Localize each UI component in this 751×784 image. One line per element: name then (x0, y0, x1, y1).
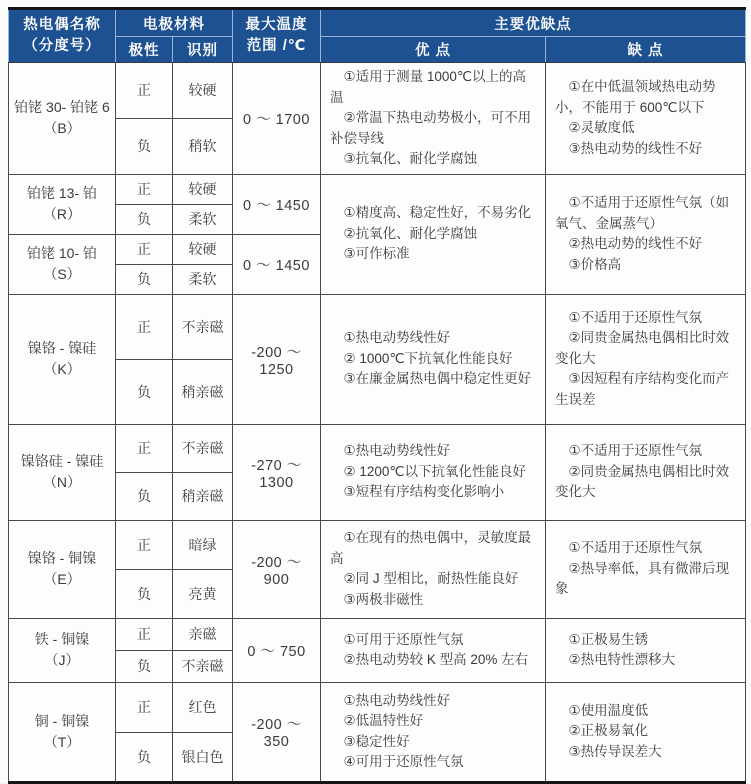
identify-positive-cell: 较硬 (173, 234, 233, 264)
thermocouple-code: （B） (43, 120, 81, 137)
pros-cell (321, 174, 546, 294)
pros-cell (321, 520, 546, 618)
pros-cell (321, 618, 546, 682)
cons-item: ①正极易生锈 (568, 631, 649, 647)
identify-negative-cell: 柔软 (173, 264, 233, 294)
temp-range-cell: -200 ～ 350 (233, 682, 321, 782)
pros-item: ②低温特性好 (343, 713, 424, 729)
pros-item: ①在现有的热电偶中，灵敏度最高 (330, 530, 532, 566)
pros-cell (321, 682, 546, 782)
polarity-negative-cell: 负 (116, 569, 173, 618)
polarity-positive-cell: 正 (116, 234, 173, 264)
polarity-negative-cell: 负 (116, 359, 173, 424)
temp-range-cell: 0 ～ 1450 (233, 234, 321, 294)
header-max-temp-line2: 范围 /℃ (246, 38, 307, 54)
identify-negative-cell: 稍亲磁 (173, 472, 233, 520)
thermocouple-name: 铁 - 铜镍 (34, 631, 90, 648)
identify-positive-cell: 较硬 (173, 63, 233, 119)
polarity-negative-cell: 负 (116, 732, 173, 782)
cons-item: ③热电动势的线性不好 (568, 140, 703, 156)
header-max-temp-range (233, 9, 321, 63)
thermocouple-code: （N） (42, 474, 82, 491)
polarity-negative-cell: 负 (116, 118, 173, 174)
cons-item: ①使用温度低 (568, 702, 649, 718)
thermocouple-name-cell (9, 682, 116, 782)
temp-range-cell: 0 ～ 750 (233, 618, 321, 682)
cons-item: ①在中低温领域热电动势小，不能用于 600℃以下 (555, 79, 716, 115)
pros-item: ①热电动势线性好 (343, 330, 451, 346)
header-thermocouple-name-line2: （分度号） (23, 38, 101, 54)
cons-cell (546, 618, 746, 682)
identify-negative-cell: 不亲磁 (173, 650, 233, 682)
polarity-positive-cell: 正 (116, 682, 173, 732)
pros-item: ② 1200℃以下抗氧化性能良好 (343, 463, 527, 479)
polarity-negative-cell: 负 (116, 204, 173, 234)
thermocouple-table (8, 7, 746, 784)
polarity-negative-cell: 负 (116, 650, 173, 682)
polarity-negative-cell: 负 (116, 264, 173, 294)
thermocouple-name: 铂铑 10- 铂 (26, 245, 97, 262)
header-electrode-material: 电极材料 (116, 9, 233, 37)
header-identify: 识别 (173, 37, 233, 63)
pros-item: ③短程有序结构变化影响小 (343, 484, 505, 500)
thermocouple-name: 镍铬 - 铜镍 (27, 550, 97, 567)
table-body (9, 63, 746, 783)
cons-cell (546, 424, 746, 520)
identify-positive-cell: 不亲磁 (173, 294, 233, 359)
cons-item: ①不适用于还原性气氛 (568, 443, 703, 459)
thermocouple-code: （S） (43, 266, 81, 283)
pros-item: ②同 J 型相比，耐热性能良好 (343, 571, 519, 587)
cons-item: ③因短程有序结构变化而产生误差 (555, 371, 730, 407)
thermocouple-name-cell (9, 63, 116, 175)
polarity-positive-cell: 正 (116, 424, 173, 472)
temp-range-cell: 0 ～ 1700 (233, 63, 321, 175)
pros-cell (321, 63, 546, 175)
pros-item: ③抗氧化、耐化学腐蚀 (343, 151, 478, 167)
thermocouple-name: 镍铬硅 - 镍硅 (20, 453, 104, 470)
polarity-positive-cell: 正 (116, 174, 173, 204)
thermocouple-code: （J） (44, 652, 80, 669)
pros-item: ①热电动势线性好 (343, 692, 451, 708)
pros-item: ② 1000℃下抗氧化性能良好 (343, 350, 513, 366)
temp-range-cell: -200 ～ 900 (233, 520, 321, 618)
pros-item: ③两极非磁性 (343, 591, 424, 607)
cons-cell (546, 682, 746, 782)
table-row (9, 174, 746, 204)
cons-item: ②同贵金属热电偶相比时效变化大 (555, 330, 730, 366)
cons-item: ②热电动势的线性不好 (568, 236, 703, 252)
identify-positive-cell: 较硬 (173, 174, 233, 204)
thermocouple-code: （E） (43, 571, 81, 588)
pros-item: ②常温下热电动势极小，可不用补偿导线 (330, 110, 532, 146)
identify-positive-cell: 亲磁 (173, 618, 233, 650)
header-main-pros-cons: 主要优缺点 (321, 9, 746, 37)
cons-item: ①不适用于还原性气氛 (568, 309, 703, 325)
thermocouple-name-cell (9, 520, 116, 618)
identify-positive-cell: 红色 (173, 682, 233, 732)
cons-item: ②灵敏度低 (568, 120, 635, 136)
thermocouple-name: 铜 - 铜镍 (34, 712, 90, 729)
thermocouple-name-cell (9, 234, 116, 294)
polarity-positive-cell: 正 (116, 63, 173, 119)
identify-negative-cell: 柔软 (173, 204, 233, 234)
pros-item: ④可用于还原性气氛 (343, 754, 464, 770)
cons-cell (546, 63, 746, 175)
thermocouple-name: 铂铑 30- 铂铑 6 (14, 99, 110, 116)
pros-item: ①适用于测量 1000℃以上的高温 (330, 69, 527, 105)
header-polarity: 极性 (116, 37, 173, 63)
pros-item: ①可用于还原性气氛 (343, 631, 464, 647)
table-row (9, 682, 746, 732)
temp-range-cell: 0 ～ 1450 (233, 174, 321, 234)
header-pros: 优 点 (321, 37, 546, 63)
identify-negative-cell: 银白色 (173, 732, 233, 782)
identify-negative-cell: 稍软 (173, 118, 233, 174)
header-thermocouple-name (9, 9, 116, 63)
temp-range-cell: -200 ～ 1250 (233, 294, 321, 424)
header-max-temp-line1: 最大温度 (245, 16, 308, 33)
thermocouple-name-cell (9, 174, 116, 234)
cons-item: ②同贵金属热电偶相比时效变化大 (555, 463, 730, 500)
table-row (9, 424, 746, 472)
pros-item: ③在廉金属热电偶中稳定性更好 (343, 371, 532, 387)
table-header (9, 9, 746, 63)
polarity-negative-cell: 负 (116, 472, 173, 520)
pros-item: ①热电动势线性好 (343, 443, 451, 459)
cons-cell (546, 294, 746, 424)
table-row (9, 618, 746, 650)
identify-negative-cell: 稍亲磁 (173, 359, 233, 424)
pros-item: ③可作标准 (343, 246, 410, 262)
thermocouple-name-cell (9, 294, 116, 424)
table-row (9, 63, 746, 119)
cons-cell (546, 174, 746, 294)
header-thermocouple-name-line1: 热电偶名称 (23, 16, 101, 33)
cons-item: ①不适用于还原性气氛（如氧气、金属蒸气） (555, 195, 730, 231)
pros-item: ②抗氧化、耐化学腐蚀 (343, 225, 478, 241)
identify-positive-cell: 暗绿 (173, 520, 233, 569)
pros-item: ②热电动势较 K 型高 20% 左右 (343, 652, 529, 668)
pros-item: ①精度高、稳定性好，不易劣化 (343, 205, 532, 221)
polarity-positive-cell: 正 (116, 618, 173, 650)
thermocouple-name-cell (9, 618, 116, 682)
table-row (9, 294, 746, 359)
cons-item: ①不适用于还原性气氛 (568, 540, 703, 556)
table-row (9, 520, 746, 569)
thermocouple-name: 铂铑 13- 铂 (26, 185, 97, 202)
thermocouple-code: （R） (42, 206, 82, 223)
thermocouple-name-cell (9, 424, 116, 520)
thermocouple-name: 镍铬 - 镍硅 (27, 340, 97, 357)
thermocouple-code: （K） (43, 361, 81, 378)
cons-item: ②热电特性漂移大 (568, 652, 676, 668)
cons-item: ②热导率低，具有微滞后现象 (555, 560, 730, 597)
identify-negative-cell: 亮黄 (173, 569, 233, 618)
cons-cell (546, 520, 746, 618)
cons-item: ③价格高 (568, 256, 622, 272)
cons-item: ③热传导误差大 (568, 743, 662, 759)
cons-item: ②正极易氧化 (568, 723, 649, 739)
pros-item: ③稳定性好 (343, 733, 410, 749)
polarity-positive-cell: 正 (116, 294, 173, 359)
thermocouple-code: （T） (43, 733, 81, 750)
header-cons: 缺 点 (546, 37, 746, 63)
identify-positive-cell: 不亲磁 (173, 424, 233, 472)
pros-cell (321, 294, 546, 424)
pros-cell (321, 424, 546, 520)
temp-range-cell: -270 ～ 1300 (233, 424, 321, 520)
polarity-positive-cell: 正 (116, 520, 173, 569)
